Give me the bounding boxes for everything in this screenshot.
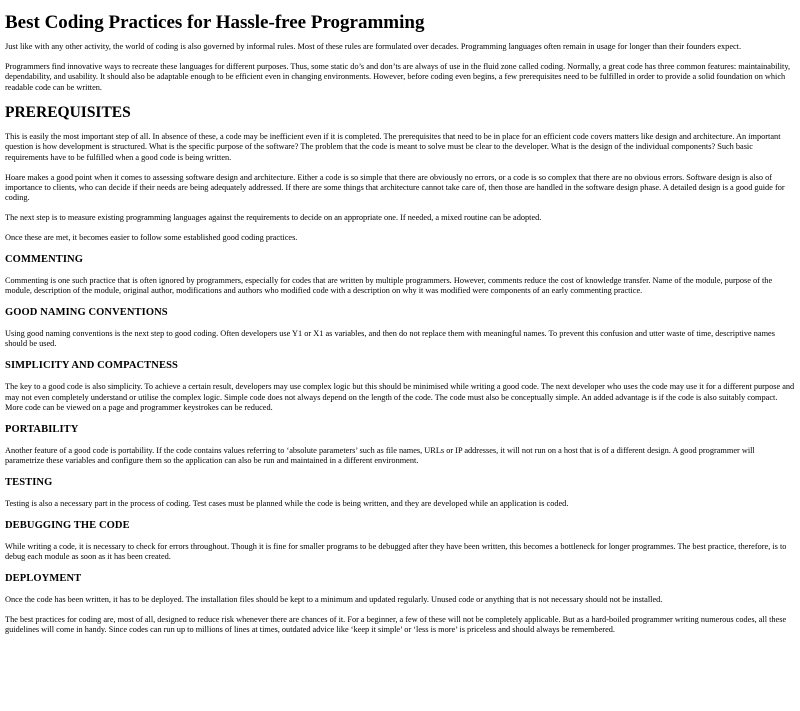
naming-conventions-heading: GOOD NAMING CONVENTIONS: [5, 307, 168, 319]
portability-heading: PORTABILITY: [5, 423, 79, 435]
testing-paragraph: Testing is also a necessary part in the process of coding. Test cases must be planned while the code is being written, and they are developed while an application is coded.: [5, 499, 569, 509]
closing-paragraph: The best practices for coding are, most of all, designed to reduce risk whenever there are chances of it. For a beginner, a few of these will not be completely applicable. But as a hard-boiled programmer writing numerous codes, all these guidelines will come in handy. Since codes can run up to millions of lines at times, outdated advice like ‘keep it simple’ or ‘less is more’ is priceless and should always be remembered.: [5, 614, 787, 635]
prerequisites-paragraph: Once these are met, it becomes easier to follow some established good coding practices.: [5, 233, 298, 243]
commenting-paragraph: Commenting is one such practice that is often ignored by programmers, especially for codes that are written by multiple programmers. However, comments reduce the cost of knowledge transfer. Name of the module, purpose of the module, description of the module, original author, modifications and authors who modified code with a description on why it was modified were components of an early commenting practice.: [5, 275, 773, 296]
page-title: Best Coding Practices for Hassle-free Programming: [5, 12, 425, 33]
prerequisites-paragraph: This is easily the most important step of all. In absence of these, a code may be inefficient even if it is completed. The prerequisites that need to be in place for an efficient code covers matters like design and architecture. An important question is how development is structured. What is the specific purpose of the software? The problem that the code is meant to solve must be clear to the developer. What is the design of the individual components? Such basic requirements have to be fulfilled when a good code is being written.: [5, 132, 781, 162]
simplicity-heading: SIMPLICITY AND COMPACTNESS: [5, 360, 178, 372]
portability-paragraph: Another feature of a good code is portability. If the code contains values referring to ‘absolute parameters’ such as file names, URLs or IP addresses, it will not run on a host that is of a different design. A good programmer will parametrize these variables and configure them so the application can also be run and maintained in a different environment.: [5, 445, 755, 466]
prerequisites-paragraph: Hoare makes a good point when it comes to assessing software design and architecture. Either a code is so simple that there are obviously no errors, or a code is so complex that there are no obvious errors. Software design is also of importance to clients, who can decide if their needs are being adequately addressed. If there are some things that architecture cannot take care of, then those are handled in the software design phase. A detailed design is a good guide for coding.: [5, 172, 785, 203]
deployment-paragraph: Once the code has been written, it has to be deployed. The installation files should be kept to a minimum and updated regularly. Unused code or anything that is not necessary should not be installed.: [5, 595, 663, 605]
prerequisites-heading: PREREQUISITES: [5, 104, 131, 122]
deployment-heading: DEPLOYMENT: [5, 573, 82, 585]
debugging-paragraph: While writing a code, it is necessary to check for errors throughout. Though it is fine for smaller programs to be debugged after they have been written, this becomes a bottleneck for longer programmes. The best practice, therefore, is to debug each module as soon as it has been created.: [5, 541, 787, 562]
intro-paragraph: Just like with any other activity, the world of coding is also governed by informal rules. Most of these rules are formulated over decades. Programming languages often remain in usage for longer than their founders expect.: [5, 42, 742, 51]
commenting-heading: COMMENTING: [5, 253, 83, 265]
intro-paragraph: Programmers find innovative ways to recreate these languages for different purposes. Thus, some static do’s and don’ts are always of use in the fluid zone called coding. Normally, a great code has three common features: maintainability, dependability, and usability. It should also be adaptable enough to be efficient even in changing environments. However, before coding even begins, a few prerequisites need to be fulfilled in order to provide a solid foundation on which readable code can be written.: [5, 61, 791, 92]
naming-conventions-paragraph: Using good naming conventions is the next step to good coding. Often developers use Y1 or X1 as variables, and then do not replace them with meaningful names. To prevent this confusion and utter waste of time, descriptive names should be used.: [5, 329, 775, 349]
prerequisites-paragraph: The next step is to measure existing programming languages against the requirements to decide on an appropriate one. If needed, a mixed routine can be adopted.: [5, 213, 542, 223]
testing-heading: TESTING: [5, 477, 53, 489]
debugging-heading: DEBUGGING THE CODE: [5, 519, 130, 531]
simplicity-paragraph: The key to a good code is also simplicity. To achieve a certain result, developers may use complex logic but this should be minimised while writing a good code. The next developer who uses the code may use it for a different purpose and may not even completely understand or utilise the complex logic. Simple code does not always depend on the length of the code. The code must also be conceptually simple. An added advantage is if the code is also suitably compact. More code can be viewed on a page and programmer keystrokes can be reduced.: [5, 382, 795, 413]
